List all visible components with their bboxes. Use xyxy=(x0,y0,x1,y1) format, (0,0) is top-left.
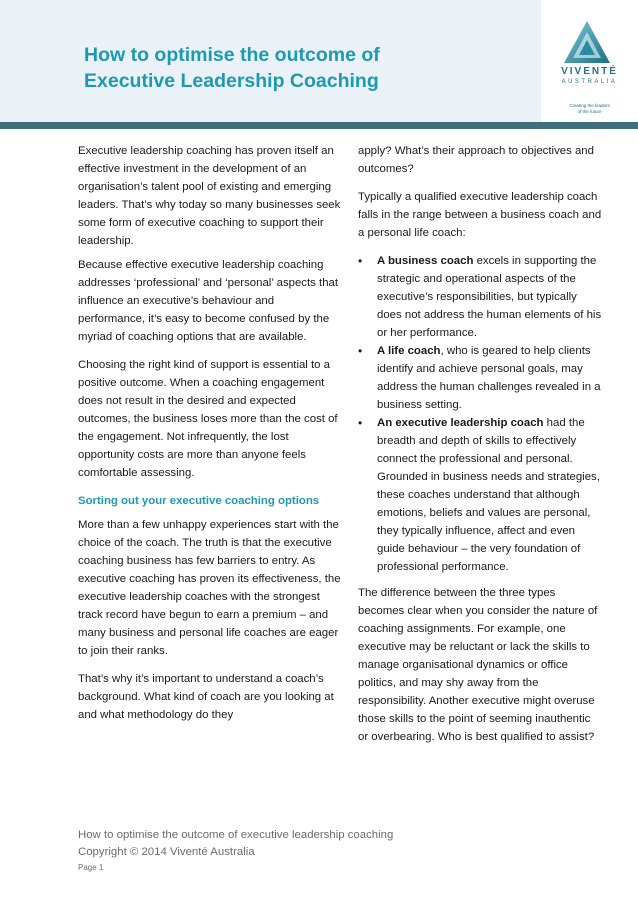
vivente-logo-icon xyxy=(563,20,611,64)
paragraph-unhappy-experiences: More than a few unhappy experiences start with the choice of the coach. The truth is that the executive coaching business has few barriers to entry. As executive coaching has proven its effectiveness, the executive leadership coaches with the strongest track record have begun to earn a premium – and many business and personal life coaches are eager to join their ranks. xyxy=(78,519,341,657)
page-number: Page 1 xyxy=(78,863,104,872)
paragraph-choosing-support: Choosing the right kind of support is essential to a positive outcome. When a coaching engagement does not result in the desired and expected outcomes, the business loses more than the cost of the engagement. Not infrequently, the lost opportunity costs are more than anyone feels comfortable assessing. xyxy=(78,359,338,479)
page-title xyxy=(84,42,524,94)
page-title-line1: How to optimise the outcome of xyxy=(84,44,380,66)
right-column xyxy=(358,142,603,756)
header-rule xyxy=(0,122,638,129)
list-item xyxy=(358,342,603,414)
logo-country: AUSTRALIA xyxy=(561,79,618,85)
list-item xyxy=(358,252,603,342)
paragraph-effective-coaching: Because effective executive leadership coaching addresses ‘professional’ and ‘personal’ aspects that influence an executive’s behaviour and performance, it’s easy to become confused by the myriad of coaching options that are available. xyxy=(78,259,339,343)
page-title-line2: Executive Leadership Coaching xyxy=(84,70,379,92)
list-item-text: had the breadth and depth of skills to effectively connect the professional and personal. Grounded in business needs and strategies, these coaches understand that although emotions, beliefs and values are personal, they typically influence, affect and even guide behaviour – the very foundation of professional performance. xyxy=(377,417,600,573)
paragraph-difference: The difference between the three types becomes clear when you consider the nature of coaching assignments. For example, one executive may be reluctant or lack the skills to manage organisational dynamics or office politics, and may shy away from the responsibility. Another executive might overuse those skills to the point of seeming inauthentic or overbearing. Who is best qualified to assist? xyxy=(358,587,598,743)
paragraph-qualified-coach: Typically a qualified executive leadership coach falls in the range between a business coach and a personal life coach: xyxy=(358,191,602,239)
section-heading: Sorting out your executive coaching options xyxy=(78,495,320,507)
logo-tagline-line2: of the future xyxy=(577,109,602,114)
coach-types-list xyxy=(358,252,603,576)
list-item-bold: A business coach xyxy=(377,255,474,267)
list-item-bold: A life coach xyxy=(377,345,441,357)
logo-tagline xyxy=(541,103,638,115)
intro-paragraph: Executive leadership coaching has proven itself an effective investment in the development of an organisation’s talent pool of existing and emerging leaders. That’s why today so many businesses seek some form of executive coaching to support their leadership. xyxy=(78,145,341,247)
list-item-text: , who is geared to help clients identify and achieve personal goals, may address the human challenges revealed in a business setting. xyxy=(377,345,601,411)
paragraph-approach: apply? What’s their approach to objectives and outcomes? xyxy=(358,145,594,175)
logo-name: VIVENTÉ xyxy=(561,66,618,77)
left-column xyxy=(78,142,343,734)
footer xyxy=(78,827,528,875)
logo-tagline-line1: Creating the leaders xyxy=(569,103,610,108)
list-item xyxy=(358,414,603,576)
paragraph-coach-background: That’s why it’s important to understand a coach’s background. What kind of coach are you looking at and what methodology do they xyxy=(78,673,334,721)
list-item-bold: An executive leadership coach xyxy=(377,417,544,429)
footer-title: How to optimise the outcome of executive leadership coaching xyxy=(78,829,394,841)
list-item-text: excels in supporting the strategic and operational aspects of the executive’s responsibilities, but typically does not address the human elements of his or her performance. xyxy=(377,255,602,339)
footer-copyright: Copyright © 2014 Viventé Australia xyxy=(78,846,255,858)
